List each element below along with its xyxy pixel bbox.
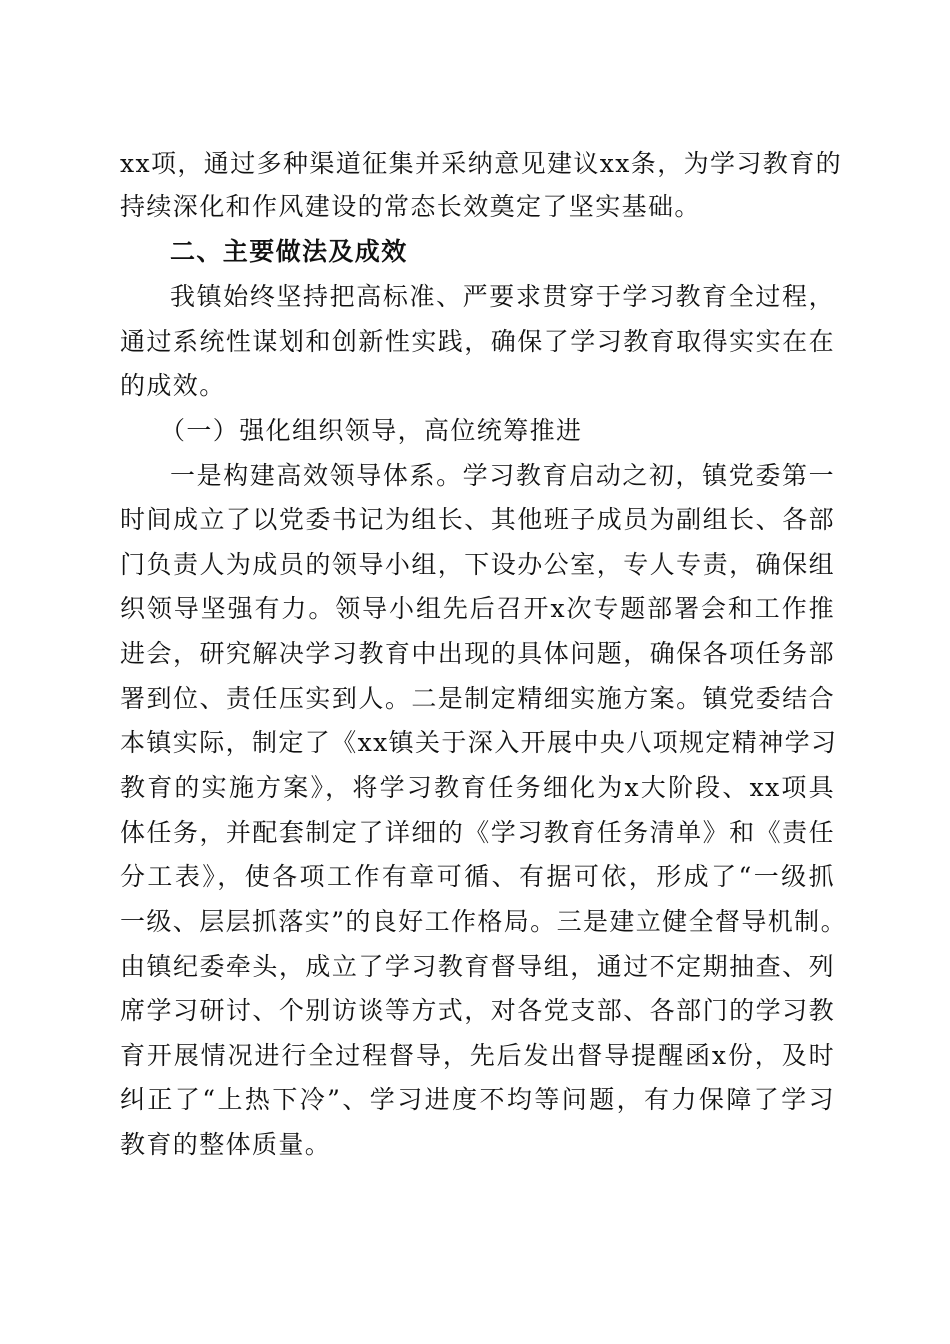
paragraph-line: 一级、层层抓落实”的良好工作格局。三是建立健全督导机制。 <box>120 907 847 936</box>
paragraph-line: 进会，研究解决学习教育中出现的具体问题，确保各项任务部 <box>120 639 835 668</box>
paragraph-line: 本镇实际，制定了《xx镇关于深入开展中央八项规定精神学习 <box>120 728 838 757</box>
paragraph-line: 一是构建高效领导体系。学习教育启动之初，镇党委第一 <box>170 461 835 490</box>
paragraph-line: xx项，通过多种渠道征集并采纳意见建议xx条，为学习教育的 <box>120 149 842 178</box>
paragraph-line: 育开展情况进行全过程督导，先后发出督导提醒函x份，及时 <box>120 1041 835 1070</box>
paragraph-line: 体任务，并配套制定了详细的《学习教育任务清单》和《责任 <box>120 818 835 847</box>
paragraph-line: 教育的实施方案》，将学习教育任务细化为x大阶段、xx项具 <box>120 773 835 802</box>
paragraph-line: 织领导坚强有力。领导小组先后召开x次专题部署会和工作推 <box>120 594 835 623</box>
paragraph-line: 席学习研讨、个别访谈等方式，对各党支部、各部门的学习教 <box>120 996 835 1025</box>
paragraph-line: 由镇纪委牵头，成立了学习教育督导组，通过不定期抽查、列 <box>120 952 835 981</box>
section-heading: 二、主要做法及成效 <box>170 237 408 266</box>
paragraph-line: 门负责人为成员的领导小组，下设办公室，专人专责，确保组 <box>120 550 835 579</box>
paragraph-line: 时间成立了以党委书记为组长、其他班子成员为副组长、各部 <box>120 505 835 534</box>
paragraph-line: 教育的整体质量。 <box>120 1130 332 1159</box>
paragraph-line: 署到位、责任压实到人。二是制定精细实施方案。镇党委结合 <box>120 684 835 713</box>
paragraph-line: 我镇始终坚持把高标准、严要求贯穿于学习教育全过程， <box>170 282 835 311</box>
paragraph-line: 通过系统性谋划和创新性实践，确保了学习教育取得实实在在 <box>120 327 835 356</box>
paragraph-line: 的成效。 <box>120 371 226 400</box>
paragraph-line: 分工表》，使各项工作有章可循、有据可依，形成了“一级抓 <box>120 862 835 891</box>
paragraph-line: 纠正了“上热下冷”、学习进度不均等问题，有力保障了学习 <box>120 1085 835 1114</box>
subsection-heading: （一）强化组织领导，高位统筹推进 <box>160 416 583 445</box>
paragraph-line: 持续深化和作风建设的常态长效奠定了坚实基础。 <box>120 192 701 221</box>
